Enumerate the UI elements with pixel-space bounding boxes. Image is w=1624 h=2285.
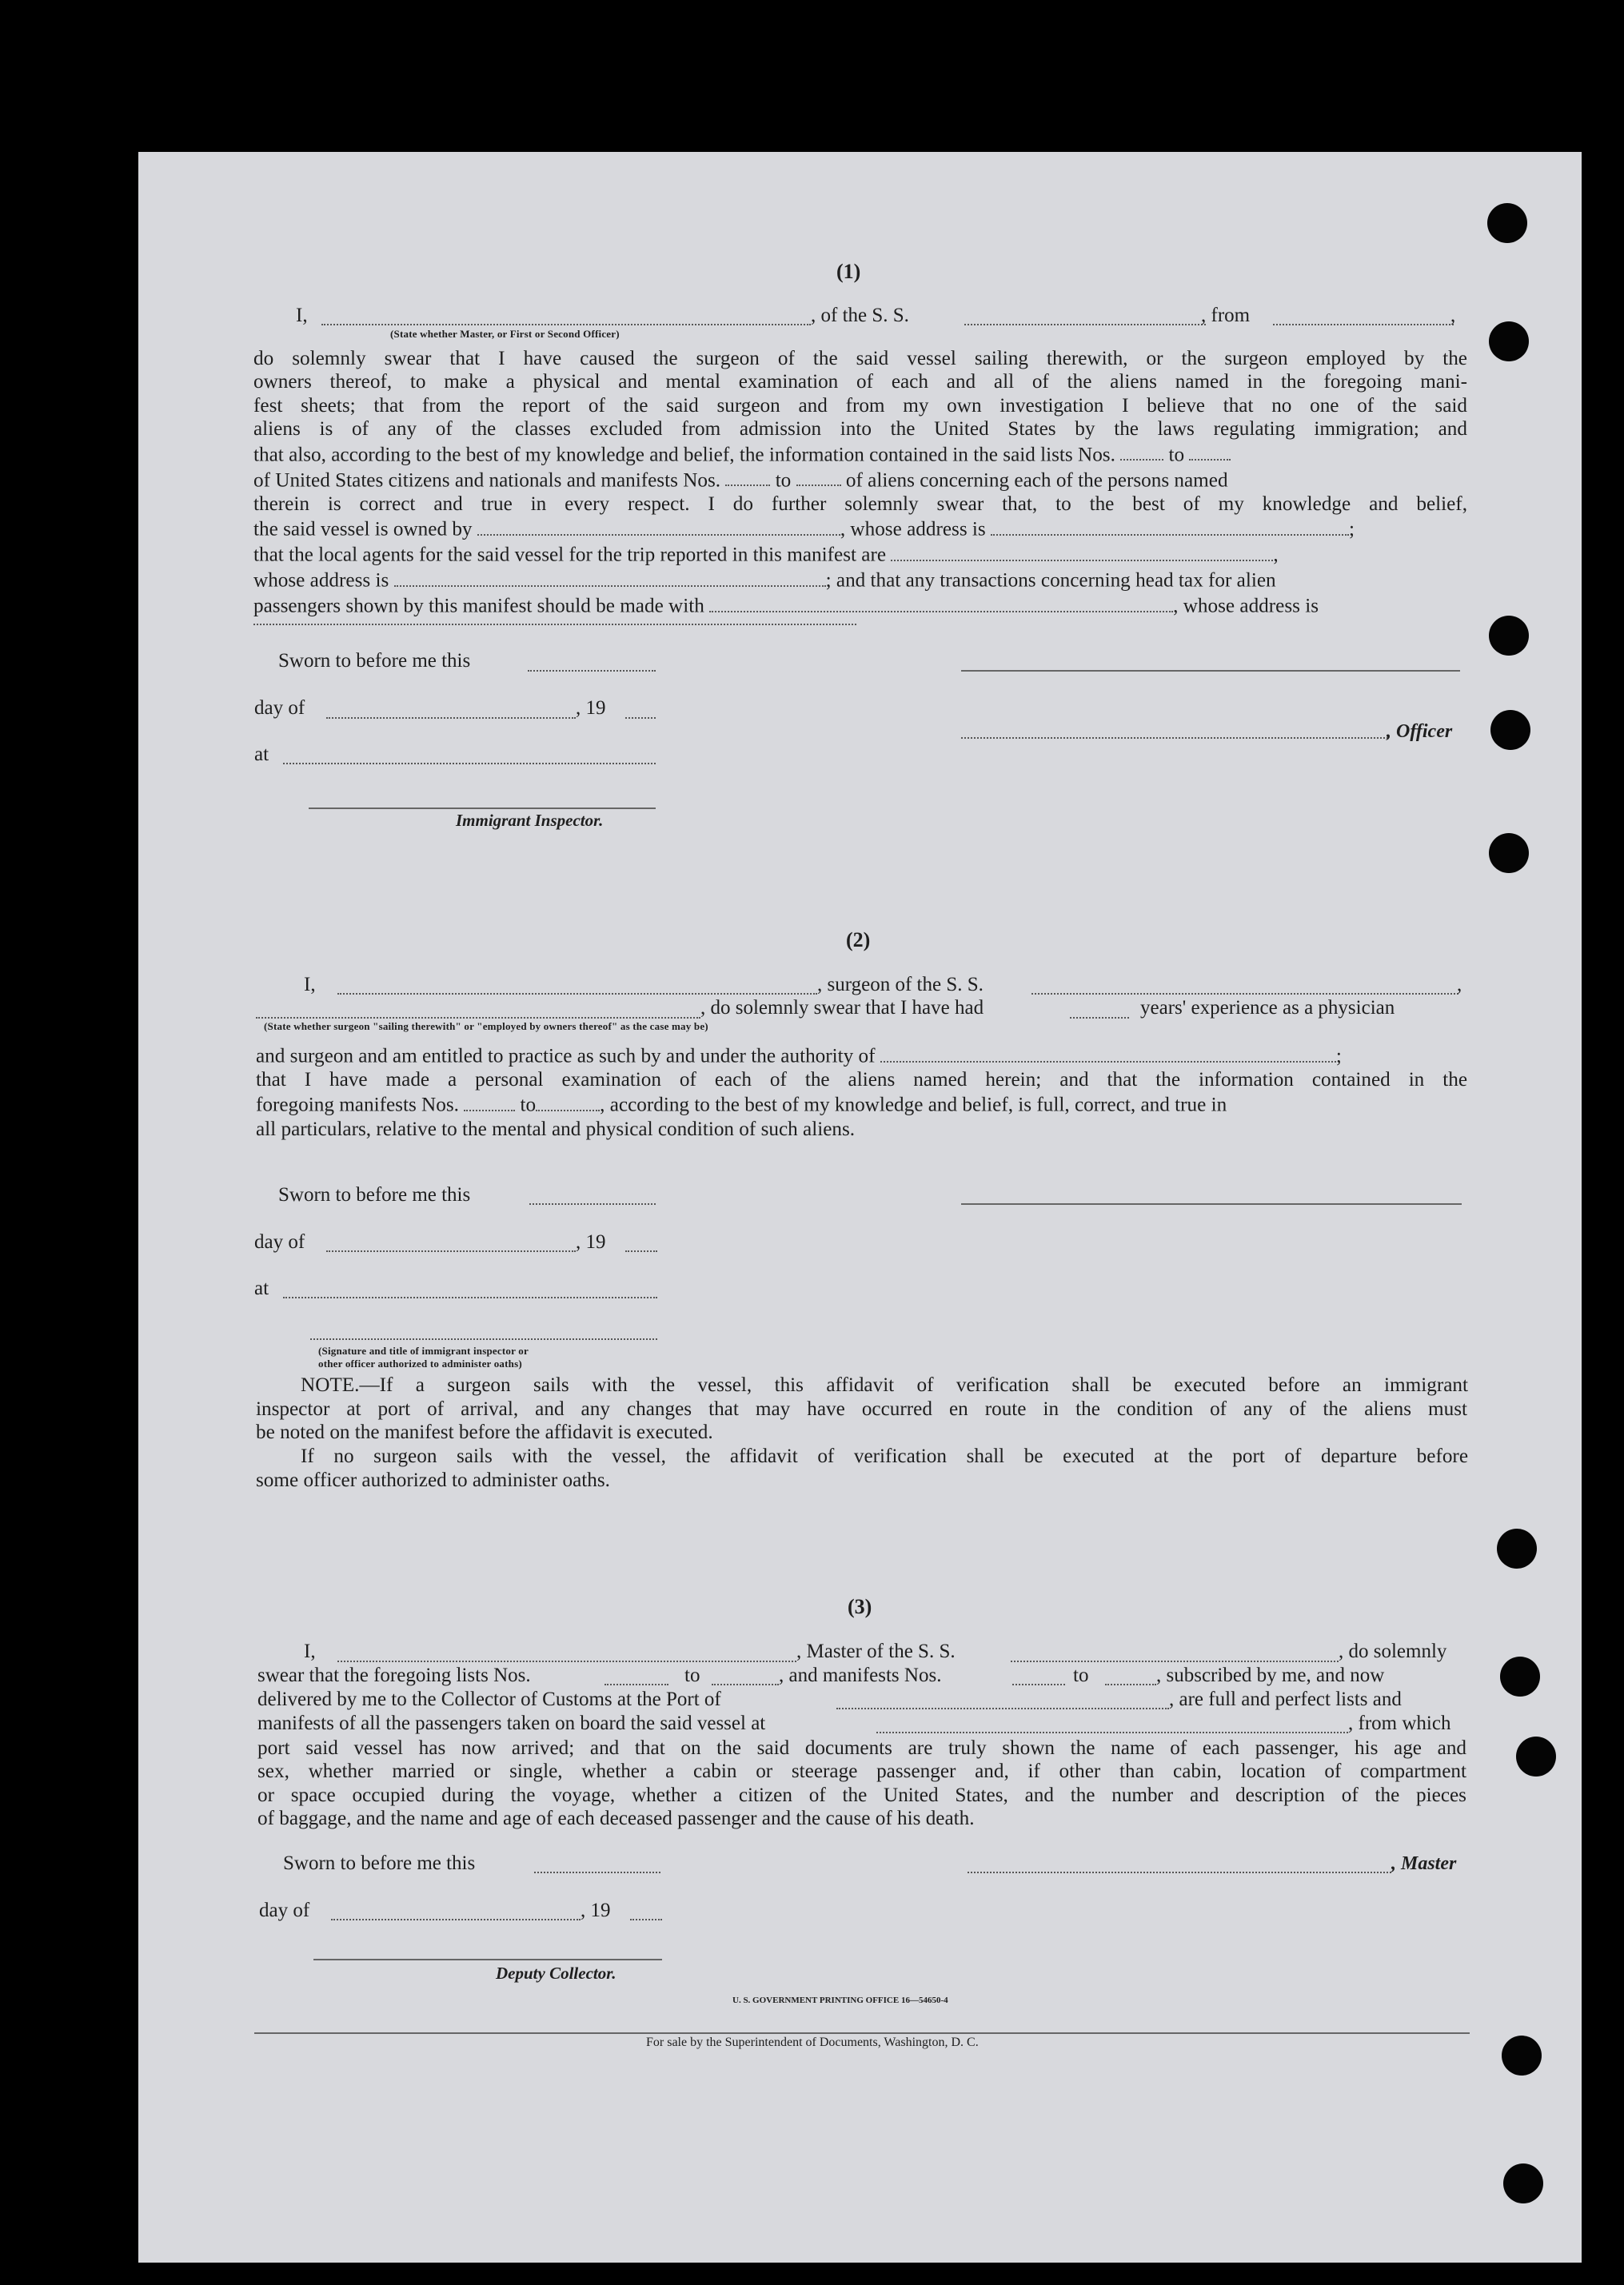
inspector-signature-line[interactable] [310,1337,657,1340]
text: foregoing manifests Nos. [256,1095,459,1117]
manifests-from-field[interactable] [725,467,770,487]
text: some officer authorized to administer oaths. [256,1469,610,1491]
text [256,1091,1467,1117]
collector-signature-line[interactable] [313,1957,662,1960]
lists-to-field[interactable] [712,1682,779,1685]
text: I, [304,974,316,995]
text: , and manifests Nos. [779,1665,942,1686]
text: therein is correct and true in every respect. I do further solemnly swear that, to the best of my knowledge and belief, [253,492,1467,515]
text: , 19 [581,1900,611,1921]
local-agents-field[interactable] [891,541,1273,561]
text: manifests of all the passengers taken on board the said vessel at [257,1713,766,1734]
text [253,516,1467,541]
text: fest sheets; that from the report of the said surgeon and from my own investigation I believe that no one of the said [253,394,1467,417]
binder-hole [1497,1529,1537,1569]
surgeon-signature-line[interactable] [961,1202,1462,1205]
sworn-month-field[interactable] [331,1917,581,1920]
text: , 19 [576,1231,606,1253]
oath-paragraph [253,347,1467,619]
manifests-to-field[interactable] [536,1091,600,1111]
sworn-date-field[interactable] [528,668,656,672]
text: —If a surgeon sails with the vessel, this affidavit of verification shall be executed before an immigrant [359,1374,1468,1396]
surgeon-status-field[interactable] [256,1015,700,1019]
manifests-to-field[interactable] [1105,1682,1156,1685]
field-hint: (Signature and title of immigrant inspector or [318,1345,529,1357]
sworn-year-field[interactable] [625,716,656,719]
sworn-place-field[interactable] [283,1295,657,1298]
binder-hole [1502,2036,1542,2076]
text [253,567,1467,592]
manifests-from-field[interactable] [464,1091,515,1111]
text: that also, according to the best of my knowledge and belief, the information contained in the said lists Nos. [253,444,1115,466]
sworn-year-field[interactable] [630,1917,662,1920]
text: the said vessel is owned by [253,518,473,540]
text [253,441,1467,467]
text: day of [254,1231,305,1253]
lists-from-field[interactable] [1120,441,1163,461]
sworn-date-field[interactable] [529,1202,656,1205]
text: of baggage, and the name and age of each deceased passenger and the cause of his death. [257,1808,975,1830]
lists-to-field[interactable] [1189,441,1231,461]
text: , do solemnly swear that I have had [700,997,984,1019]
text: , are full and perfect lists and [1169,1689,1402,1710]
sworn-place-field[interactable] [283,761,656,764]
vessel-name-field[interactable] [1011,1659,1339,1662]
text: ; [1349,518,1355,540]
head-tax-party-field[interactable] [709,592,1173,612]
text: of United States citizens and nationals and manifests Nos. [253,469,721,492]
text: swear that the foregoing lists Nos. [257,1665,531,1686]
text: day of [259,1900,310,1921]
text: , surgeon of the S. S. [817,974,984,995]
officer-rank-field[interactable] [321,322,811,325]
text: port said vessel has now arrived; and that on the said documents are truly shown the name of each passenger, his age and [257,1737,1466,1759]
sworn-date-field[interactable] [534,1870,660,1873]
text: years' experience as a physician [1140,997,1395,1019]
text [253,467,1467,492]
oath-paragraph [257,1737,1466,1831]
printing-office-line: U. S. GOVERNMENT PRINTING OFFICE 16—54650-4 [732,1996,948,2005]
text: day of [254,697,305,719]
departure-port-field[interactable] [1273,322,1454,325]
text: be noted on the manifest before the affidavit is executed. [256,1422,713,1443]
text: passengers shown by this manifest should be made with [253,596,704,618]
manifests-to-field[interactable] [796,467,841,487]
field-hint: (State whether Master, or First or Second Officer) [390,328,620,340]
binder-hole [1500,1657,1540,1697]
text [256,1043,1467,1068]
signer-label: Immigrant Inspector. [456,811,604,830]
text: ; and that any transactions concerning head tax for alien [825,570,1276,592]
text: , do solemnly [1339,1641,1447,1662]
field-hint: (State whether surgeon "sailing therewith" or "employed by owners thereof" as the case may be) [264,1020,708,1032]
text: , Master [1391,1853,1457,1874]
agents-address-field[interactable] [394,567,826,587]
text: Sworn to before me this [278,1184,471,1206]
sworn-month-field[interactable] [326,716,576,719]
text: , [1457,974,1462,995]
owner-field[interactable] [477,516,840,536]
note-label: NOTE. [301,1374,360,1396]
text: that the local agents for the said vessel for the trip reported in this manifest are [253,544,887,566]
text: , whose address is [1173,596,1319,618]
text: to [520,1095,537,1117]
text: Sworn to before me this [278,650,471,672]
text: delivered by me to the Collector of Customs at the Port of [257,1689,721,1710]
surgeon-name-field[interactable] [337,991,817,995]
years-experience-field[interactable] [1070,1015,1129,1019]
text: inspector at port of arrival, and any changes that may have occurred en route in the condition of any of the aliens must [256,1398,1467,1420]
text: , [1450,305,1456,326]
section-number: (1) [836,260,861,283]
embark-port-field[interactable] [876,1730,1348,1733]
text: ; [1335,1045,1342,1067]
binder-hole [1489,321,1529,361]
text: , according to the best of my knowledge and belief, is full, correct, and true in [600,1095,1227,1117]
text: owners thereof, to make a physical and mental examination of each and all of the aliens named in the foregoing mani- [253,371,1467,393]
text: , of the S. S. [811,305,909,326]
field-hint: other officer authorized to administer oaths) [318,1358,522,1370]
text: to [1073,1665,1089,1686]
text: sex, whether married or single, whether a cabin or steerage passenger and, if other than cabin, location of compartment [257,1761,1466,1783]
text: , subscribed by me, and now [1156,1665,1385,1686]
lists-from-field[interactable] [605,1682,668,1685]
manifests-from-field[interactable] [1012,1682,1065,1685]
master-signature-line[interactable] [968,1870,1391,1873]
text: I, [296,305,308,326]
text: of aliens concerning each of the persons named [845,469,1228,492]
text: Sworn to before me this [283,1852,476,1874]
officer-signature-line[interactable] [961,668,1460,672]
text: whose address is [253,570,389,592]
text: and surgeon and am entitled to practice as such by and under the authority of [256,1045,876,1067]
binder-hole [1490,710,1530,750]
inspector-signature-line[interactable] [309,806,656,809]
text [253,541,1467,567]
text: , Officer [1387,721,1453,742]
text [253,592,1467,618]
master-name-field[interactable] [337,1659,796,1662]
signer-label: Deputy Collector. [496,1964,616,1983]
text: , 19 [576,697,606,719]
text: If no surgeon sails with the vessel, the affidavit of verification shall be executed at the port of departure before [301,1446,1468,1467]
text: to [684,1665,700,1686]
binder-hole [1489,616,1529,656]
text: all particulars, relative to the mental and physical condition of such aliens. [256,1118,856,1140]
binder-hole [1503,2163,1543,2203]
vessel-name-field[interactable] [1031,991,1458,995]
text: aliens is of any of the classes excluded from admission into the United States by the laws regulating immigration; and [253,418,1467,441]
authority-field[interactable] [880,1043,1336,1063]
text: , from which [1348,1713,1451,1734]
officer-title-line[interactable] [961,736,1388,739]
owner-address-field[interactable] [991,516,1349,536]
text: , whose address is [840,518,986,540]
footer-rule [254,2031,1470,2034]
text: , Master of the S. S. [796,1641,956,1662]
binder-hole [1487,203,1527,243]
text: or space occupied during the voyage, whether a citizen of the United States, and the number and description of the pieces [257,1784,1466,1806]
text: do solemnly swear that I have caused the surgeon of the said vessel sailing therewith, or the surgeon employed by the [253,348,1467,369]
oath-paragraph [256,1043,1467,1141]
text: to [1168,444,1185,466]
text: at [254,1278,269,1299]
sworn-month-field[interactable] [326,1249,576,1252]
section-number: (3) [848,1595,872,1618]
vessel-name-field[interactable] [964,322,1206,325]
note [301,1374,1468,1397]
text: that I have made a personal examination of each of the aliens named herein; and that the information contained in the [256,1069,1467,1091]
head-tax-address-field[interactable] [253,622,856,625]
sale-notice: For sale by the Superintendent of Documents, Washington, D. C. [646,2036,979,2049]
port-field[interactable] [836,1706,1169,1709]
binder-hole [1516,1737,1556,1777]
text: to [775,469,792,492]
text: , [1273,544,1279,566]
binder-hole [1489,833,1529,873]
section-number: (2) [846,928,871,951]
text: at [254,744,269,765]
sworn-year-field[interactable] [625,1249,657,1252]
text: I, [304,1641,316,1662]
text: , from [1201,305,1251,326]
